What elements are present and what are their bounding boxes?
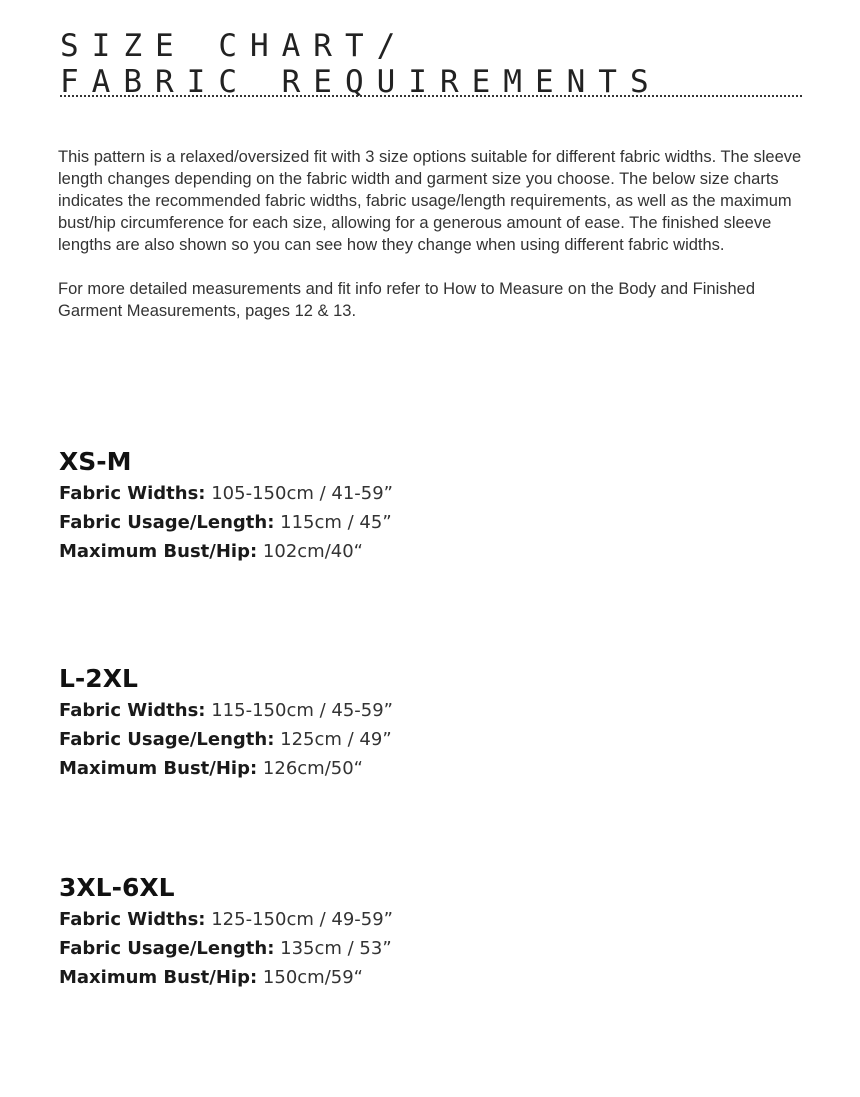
size-section-3xl-6xl bbox=[59, 873, 659, 992]
intro-paragraph-2: For more detailed measurements and fit info refer to How to Measure on the Body and Finished Garment Measurements, pages 12 & 13. bbox=[58, 280, 756, 320]
size-heading: 3XL-6XL bbox=[59, 873, 175, 902]
size-section-l-2xl bbox=[59, 664, 659, 783]
fabric-widths-value: 115-150cm / 45-59” bbox=[211, 700, 394, 721]
size-heading: L-2XL bbox=[59, 664, 138, 693]
fabric-widths-value: 105-150cm / 41-59” bbox=[211, 483, 394, 504]
fabric-widths-label: Fabric Widths: bbox=[59, 483, 206, 504]
fabric-usage-row bbox=[59, 508, 659, 537]
max-bust-hip-label: Maximum Bust/Hip: bbox=[59, 967, 258, 988]
size-section-xs-m bbox=[59, 447, 659, 566]
intro-text bbox=[58, 146, 803, 344]
max-bust-hip-value: 150cm/59“ bbox=[262, 967, 364, 988]
intro-paragraph-1: This pattern is a relaxed/oversized fit with 3 size options suitable for different fabric widths. The sleeve length changes depending on the fabric width and garment size you choose. The below size charts indicates the recommended fabric widths, fabric usage/length requirements, as well as the maximum bust/hip circumference for each size, allowing for a generous amount of ease. The finished sleeve lengths are also shown so you can see how they change when using different fabric widths. bbox=[58, 148, 802, 254]
fabric-widths-row bbox=[59, 696, 659, 725]
max-bust-hip-row bbox=[59, 754, 659, 783]
fabric-usage-label: Fabric Usage/Length: bbox=[59, 729, 275, 750]
dotted-divider bbox=[60, 95, 802, 97]
max-bust-hip-value: 126cm/50“ bbox=[262, 758, 364, 779]
fabric-widths-label: Fabric Widths: bbox=[59, 700, 206, 721]
max-bust-hip-row bbox=[59, 963, 659, 992]
page-title bbox=[60, 28, 805, 100]
fabric-usage-value: 125cm / 49” bbox=[280, 729, 392, 750]
title-line-1: SIZE CHART/ bbox=[60, 28, 409, 64]
max-bust-hip-label: Maximum Bust/Hip: bbox=[59, 541, 258, 562]
max-bust-hip-label: Maximum Bust/Hip: bbox=[59, 758, 258, 779]
max-bust-hip-row bbox=[59, 537, 659, 566]
fabric-widths-row bbox=[59, 905, 659, 934]
size-heading: XS-M bbox=[59, 447, 132, 476]
fabric-widths-label: Fabric Widths: bbox=[59, 909, 206, 930]
fabric-usage-label: Fabric Usage/Length: bbox=[59, 938, 275, 959]
max-bust-hip-value: 102cm/40“ bbox=[262, 541, 364, 562]
fabric-usage-row bbox=[59, 725, 659, 754]
title-line-2: FABRIC REQUIREMENTS bbox=[60, 64, 662, 100]
fabric-usage-value: 115cm / 45” bbox=[280, 512, 392, 533]
fabric-usage-label: Fabric Usage/Length: bbox=[59, 512, 275, 533]
fabric-widths-value: 125-150cm / 49-59” bbox=[211, 909, 394, 930]
fabric-usage-row bbox=[59, 934, 659, 963]
fabric-widths-row bbox=[59, 479, 659, 508]
fabric-usage-value: 135cm / 53” bbox=[280, 938, 392, 959]
